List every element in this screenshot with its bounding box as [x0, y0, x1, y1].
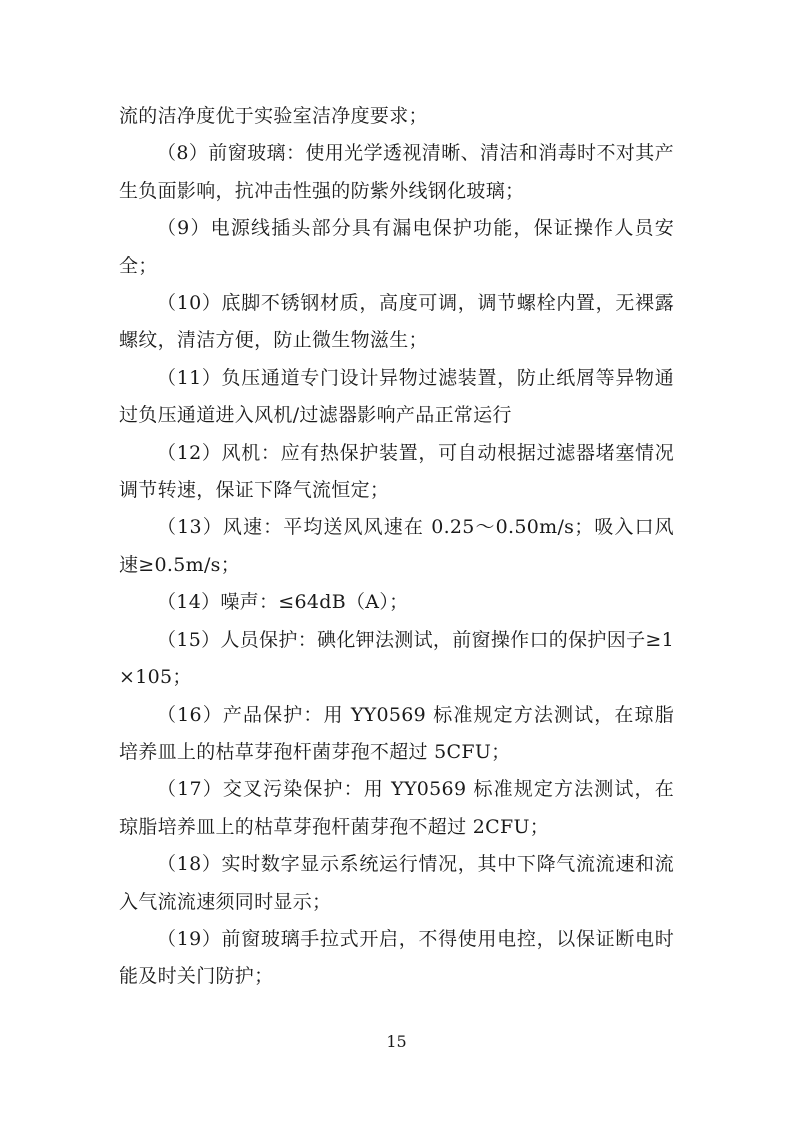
paragraph-item-19: （19）前窗玻璃手拉式开启，不得使用电控，以保证断电时能及时关门防护； [119, 927, 674, 988]
page-number: 15 [386, 1032, 407, 1051]
paragraph-item-10: （10）底脚不锈钢材质，高度可调，调节螺栓内置，无裸露螺纹，清洁方便，防止微生物滋生； [119, 292, 674, 352]
paragraph-item-14: （14）噪声：≤64dB（A）； [157, 591, 409, 614]
paragraph-item-8: （8）前窗玻璃：使用光学透视清晰、清洁和消毒时不对其产生负面影响，抗冲击性强的防紫外线钢化玻璃； [119, 142, 674, 202]
document-body [119, 98, 674, 996]
paragraph-item-11: （11）负压通道专门设计异物过滤装置，防止纸屑等异物通过负压通道进入风机/过滤器影响产品正常运行 [119, 366, 674, 427]
paragraph-item-17: （17）交叉污染保护：用 YY0569 标准规定方法测试，在琼脂培养皿上的枯草芽孢杆菌芽孢不超过 2CFU； [119, 778, 674, 838]
paragraph-item-9: （9）电源线插头部分具有漏电保护功能，保证操作人员安全； [119, 217, 674, 277]
paragraph-item-12: （12）风机：应有热保护装置，可自动根据过滤器堵塞情况调节转速，保证下降气流恒定； [119, 441, 674, 502]
paragraph-item-13: （13）风速：平均送风风速在 0.25～0.50m/s；吸入口风速≥0.5m/s； [119, 516, 674, 576]
paragraph-item-16: （16）产品保护：用 YY0569 标准规定方法测试，在琼脂培养皿上的枯草芽孢杆菌芽孢不超过 5CFU； [119, 703, 674, 763]
paragraph-item-15: （15）人员保护：碘化钾法测试，前窗操作口的保护因子≥1×105； [119, 628, 674, 689]
paragraph-continuation: 流的洁净度优于实验室洁净度要求； [119, 105, 428, 127]
paragraph-item-18: （18）实时数字显示系统运行情况，其中下降气流流速和流入气流流速须同时显示； [119, 853, 674, 913]
